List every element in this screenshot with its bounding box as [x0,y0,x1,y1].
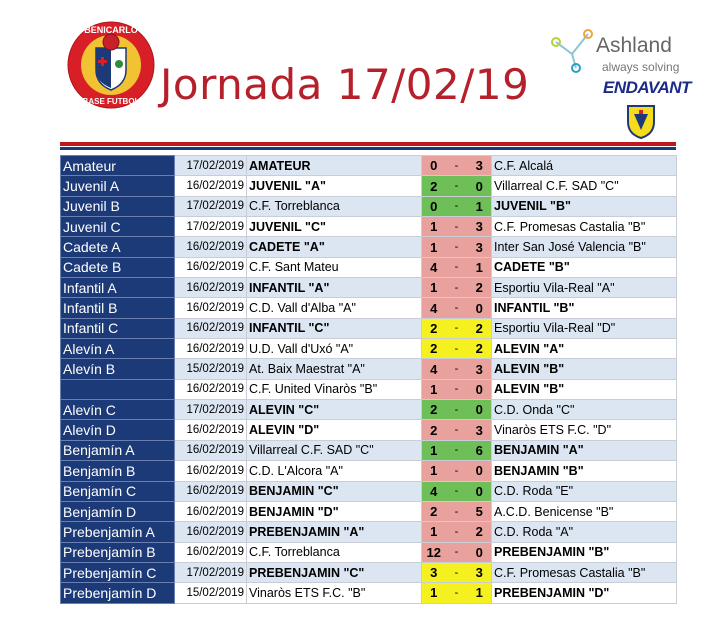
away-score-cell: 1 [468,583,492,603]
header-divider-red [60,142,676,146]
away-team-cell: C.D. Roda "A" [492,522,677,542]
team-name-cell: Infantil C [61,318,175,338]
header-divider-blue [60,147,676,150]
sponsor-tagline: always solving [602,60,680,74]
home-score-cell: 1 [422,461,446,481]
page-title: Jornada 17/02/19 [160,60,530,109]
away-score-cell: 0 [468,176,492,196]
table-row [61,359,677,379]
score-separator: - [446,542,468,562]
match-date-cell: 16/02/2019 [175,339,247,359]
score-separator: - [446,359,468,379]
score-separator: - [446,420,468,440]
team-name-cell: Alevín C [61,400,175,420]
match-date-cell: 16/02/2019 [175,440,247,460]
match-date-cell: 15/02/2019 [175,583,247,603]
away-team-cell: Villarreal C.F. SAD "C" [492,176,677,196]
table-row [61,501,677,521]
away-team-cell: C.F. Promesas Castalia "B" [492,217,677,237]
home-team-cell: ALEVIN "C" [247,400,422,420]
crest-text-top: BENICARLO [84,25,138,35]
table-row [61,298,677,318]
table-row [61,481,677,501]
away-team-cell: Vinaròs ETS F.C. "D" [492,420,677,440]
team-name-cell: Cadete A [61,237,175,257]
match-date-cell: 16/02/2019 [175,257,247,277]
score-separator: - [446,522,468,542]
table-row [61,542,677,562]
away-team-cell: Esportiu Vila-Real "A" [492,278,677,298]
crest-text-bottom: BASE FUTBOL [82,97,140,106]
home-team-cell: INFANTIL "C" [247,318,422,338]
table-row [61,257,677,277]
away-team-cell: Esportiu Vila-Real "D" [492,318,677,338]
team-name-cell: Cadete B [61,257,175,277]
score-separator: - [446,583,468,603]
home-score-cell: 1 [422,217,446,237]
home-score-cell: 2 [422,339,446,359]
away-team-cell: ALEVIN "B" [492,379,677,399]
home-score-cell: 1 [422,379,446,399]
home-team-cell: C.D. L'Alcora "A" [247,461,422,481]
home-score-cell: 2 [422,501,446,521]
score-separator: - [446,217,468,237]
table-row [61,176,677,196]
match-date-cell: 16/02/2019 [175,318,247,338]
home-score-cell: 2 [422,176,446,196]
home-score-cell: 2 [422,400,446,420]
score-separator: - [446,237,468,257]
team-name-cell: Infantil A [61,278,175,298]
team-name-cell [61,379,175,399]
home-score-cell: 2 [422,318,446,338]
team-name-cell: Prebenjamín B [61,542,175,562]
home-score-cell: 1 [422,583,446,603]
score-separator: - [446,400,468,420]
away-team-cell: ALEVIN "A" [492,339,677,359]
team-name-cell: Prebenjamín C [61,562,175,582]
table-row [61,318,677,338]
score-separator: - [446,461,468,481]
away-score-cell: 0 [468,542,492,562]
home-score-cell: 2 [422,420,446,440]
table-row [61,339,677,359]
home-team-cell: BENJAMIN "C" [247,481,422,501]
match-date-cell: 17/02/2019 [175,156,247,176]
away-team-cell: PREBENJAMIN "D" [492,583,677,603]
away-score-cell: 0 [468,379,492,399]
match-date-cell: 16/02/2019 [175,420,247,440]
away-team-cell: C.F. Promesas Castalia "B" [492,562,677,582]
home-team-cell: C.F. Sant Mateu [247,257,422,277]
home-team-cell: PREBENJAMIN "C" [247,562,422,582]
score-separator: - [446,501,468,521]
table-row [61,217,677,237]
table-row [61,562,677,582]
team-name-cell: Benjamín D [61,501,175,521]
home-score-cell: 1 [422,237,446,257]
team-name-cell: Infantil B [61,298,175,318]
score-separator: - [446,176,468,196]
home-team-cell: U.D. Vall d'Uxó "A" [247,339,422,359]
home-team-cell: C.F. Torreblanca [247,196,422,216]
away-score-cell: 0 [468,298,492,318]
team-name-cell: Benjamín C [61,481,175,501]
away-team-cell: BENJAMIN "B" [492,461,677,481]
home-team-cell: BENJAMIN "D" [247,501,422,521]
home-team-cell: Villarreal C.F. SAD "C" [247,440,422,460]
score-separator: - [446,298,468,318]
away-score-cell: 3 [468,237,492,257]
away-team-cell: INFANTIL "B" [492,298,677,318]
away-score-cell: 0 [468,461,492,481]
team-name-cell: Benjamín B [61,461,175,481]
home-score-cell: 4 [422,481,446,501]
away-team-cell: C.D. Roda "E" [492,481,677,501]
club-crest-logo [66,20,156,110]
away-score-cell: 0 [468,400,492,420]
score-separator: - [446,196,468,216]
home-score-cell: 0 [422,196,446,216]
match-date-cell: 17/02/2019 [175,400,247,420]
team-name-cell: Prebenjamín A [61,522,175,542]
away-score-cell: 1 [468,196,492,216]
score-separator: - [446,379,468,399]
home-team-cell: C.F. Torreblanca [247,542,422,562]
team-name-cell: Juvenil A [61,176,175,196]
score-separator: - [446,257,468,277]
table-row [61,278,677,298]
results-table [60,155,677,604]
home-score-cell: 12 [422,542,446,562]
team-name-cell: Juvenil B [61,196,175,216]
home-team-cell: C.F. United Vinaròs "B" [247,379,422,399]
away-team-cell: JUVENIL "B" [492,196,677,216]
home-score-cell: 1 [422,522,446,542]
table-row [61,156,677,176]
team-name-cell: Alevín D [61,420,175,440]
match-date-cell: 17/02/2019 [175,217,247,237]
table-row [61,420,677,440]
home-score-cell: 4 [422,257,446,277]
match-date-cell: 17/02/2019 [175,562,247,582]
away-score-cell: 1 [468,257,492,277]
table-row [61,583,677,603]
table-row [61,400,677,420]
home-team-cell: At. Baix Maestrat "A" [247,359,422,379]
away-team-cell: BENJAMIN "A" [492,440,677,460]
match-date-cell: 16/02/2019 [175,278,247,298]
away-score-cell: 3 [468,217,492,237]
home-team-cell: CADETE "A" [247,237,422,257]
match-date-cell: 16/02/2019 [175,237,247,257]
away-team-cell: C.F. Alcalá [492,156,677,176]
away-team-cell: PREBENJAMIN "B" [492,542,677,562]
match-date-cell: 16/02/2019 [175,379,247,399]
team-name-cell: Benjamín A [61,440,175,460]
score-separator: - [446,278,468,298]
home-score-cell: 1 [422,440,446,460]
table-row [61,379,677,399]
match-date-cell: 16/02/2019 [175,522,247,542]
team-name-cell: Prebenjamín D [61,583,175,603]
sponsor2-logo: ENDAVANT [603,78,691,97]
team-name-cell: Amateur [61,156,175,176]
match-date-cell: 16/02/2019 [175,298,247,318]
villarreal-crest-icon [626,104,656,140]
sponsor-name: Ashland [596,34,672,57]
home-team-cell: INFANTIL "A" [247,278,422,298]
away-score-cell: 3 [468,420,492,440]
away-team-cell: CADETE "B" [492,257,677,277]
away-team-cell: Inter San José Valencia "B" [492,237,677,257]
home-team-cell: PREBENJAMIN "A" [247,522,422,542]
table-row [61,522,677,542]
home-team-cell: Vinaròs ETS F.C. "B" [247,583,422,603]
team-name-cell: Alevín A [61,339,175,359]
away-score-cell: 2 [468,522,492,542]
score-separator: - [446,156,468,176]
team-name-cell: Juvenil C [61,217,175,237]
home-score-cell: 0 [422,156,446,176]
home-team-cell: JUVENIL "A" [247,176,422,196]
away-score-cell: 2 [468,339,492,359]
score-separator: - [446,562,468,582]
score-separator: - [446,440,468,460]
away-score-cell: 3 [468,562,492,582]
away-score-cell: 3 [468,359,492,379]
home-score-cell: 1 [422,278,446,298]
away-team-cell: A.C.D. Benicense "B" [492,501,677,521]
home-score-cell: 4 [422,359,446,379]
score-separator: - [446,339,468,359]
table-row [61,461,677,481]
away-score-cell: 0 [468,481,492,501]
table-row [61,440,677,460]
away-team-cell: C.D. Onda "C" [492,400,677,420]
away-score-cell: 2 [468,278,492,298]
home-team-cell: ALEVIN "D" [247,420,422,440]
match-date-cell: 16/02/2019 [175,501,247,521]
home-team-cell: JUVENIL "C" [247,217,422,237]
match-date-cell: 16/02/2019 [175,542,247,562]
away-score-cell: 2 [468,318,492,338]
table-row [61,196,677,216]
table-row [61,237,677,257]
match-date-cell: 16/02/2019 [175,481,247,501]
home-score-cell: 3 [422,562,446,582]
home-team-cell: AMATEUR [247,156,422,176]
score-separator: - [446,481,468,501]
match-date-cell: 16/02/2019 [175,176,247,196]
team-name-cell: Alevín B [61,359,175,379]
away-score-cell: 3 [468,156,492,176]
match-date-cell: 17/02/2019 [175,196,247,216]
home-team-cell: C.D. Vall d'Alba "A" [247,298,422,318]
home-score-cell: 4 [422,298,446,318]
match-date-cell: 16/02/2019 [175,461,247,481]
match-date-cell: 15/02/2019 [175,359,247,379]
away-team-cell: ALEVIN "B" [492,359,677,379]
away-score-cell: 5 [468,501,492,521]
score-separator: - [446,318,468,338]
away-score-cell: 6 [468,440,492,460]
